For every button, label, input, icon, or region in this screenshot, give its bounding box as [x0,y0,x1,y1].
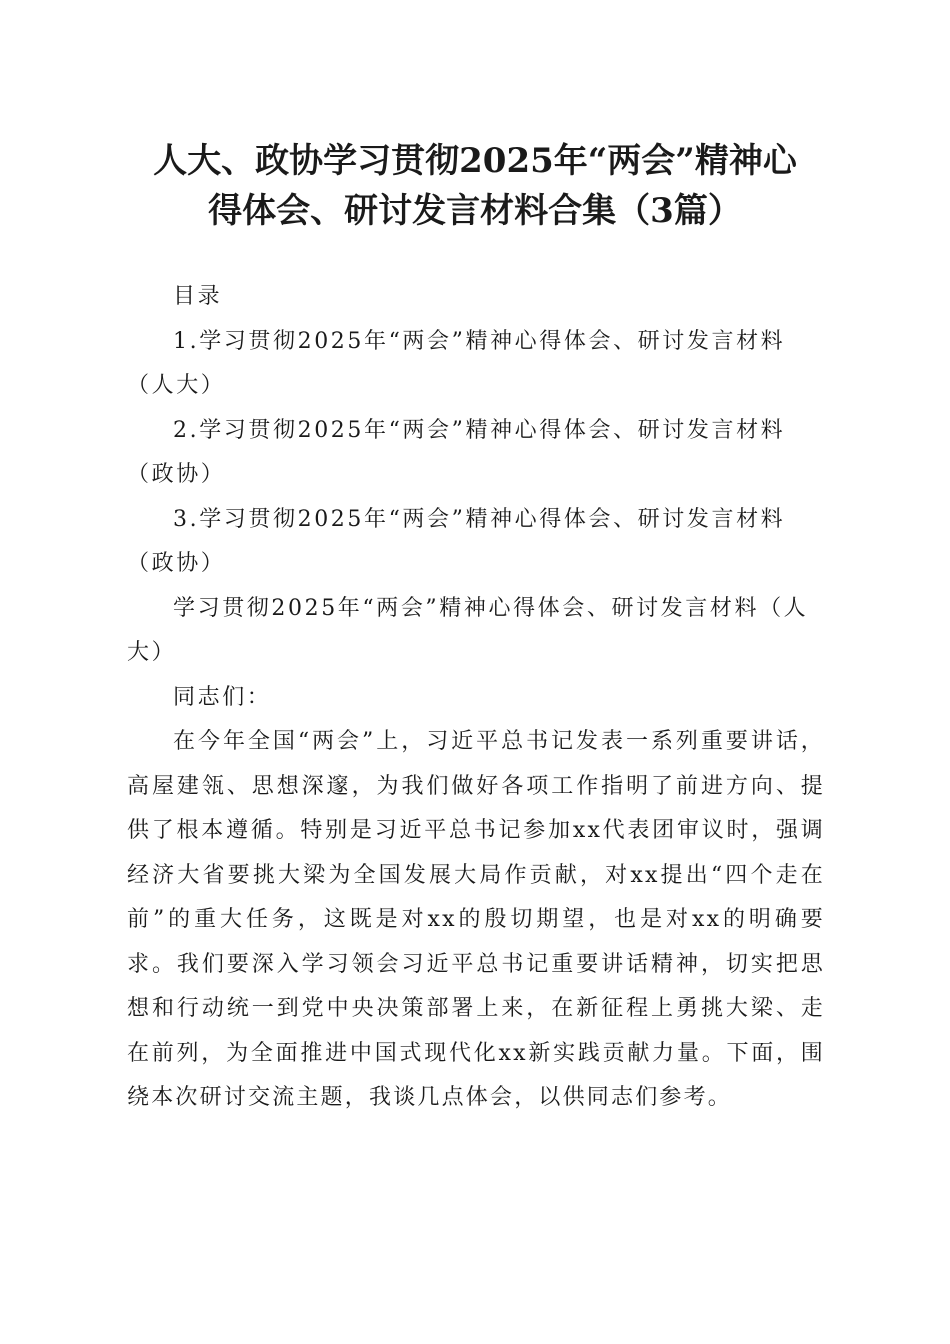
document-title-line-1: 人大、政协学习贯彻2025年“两会”精神心 [153,141,797,181]
article-heading: 学习贯彻2025年“两会”精神心得体会、研讨发言材料（人大） [127,595,809,665]
document-title [100,136,850,236]
toc-item-2: 2.学习贯彻2025年“两会”精神心得体会、研讨发言材料（政协） [127,417,786,487]
toc-item-3: 3.学习贯彻2025年“两会”精神心得体会、研讨发言材料（政协） [127,506,786,576]
document-body [127,275,825,1121]
toc-heading: 目录 [173,284,223,309]
salutation: 同志们： [173,684,272,710]
document-title-line-2: 得体会、研讨发言材料合集（3篇） [208,191,742,231]
body-paragraph: 在今年全国“两会”上，习近平总书记发表一系列重要讲话，高屋建瓴、思想深邃，为我们做好各项工作指明了前进方向、提供了根本遵循。特别是习近平总书记参加xx代表团审议时，强调经济大省要挑大梁为全国发展大局作贡献，对xx提出“四个走在前”的重大任务，这既是对xx的殷切期望，也是对xx的明确要求。我们要深入学习领会习近平总书记重要讲话精神，切实把思想和行动统一到党中央决策部署上来，在新征程上勇挑大梁、走在前列，为全面推进中国式现代化xx新实践贡献力量。下面，围绕本次研讨交流主题，我谈几点体会，以供同志们参考。 [127,729,825,1110]
toc-item-1: 1.学习贯彻2025年“两会”精神心得体会、研讨发言材料（人大） [127,328,786,398]
